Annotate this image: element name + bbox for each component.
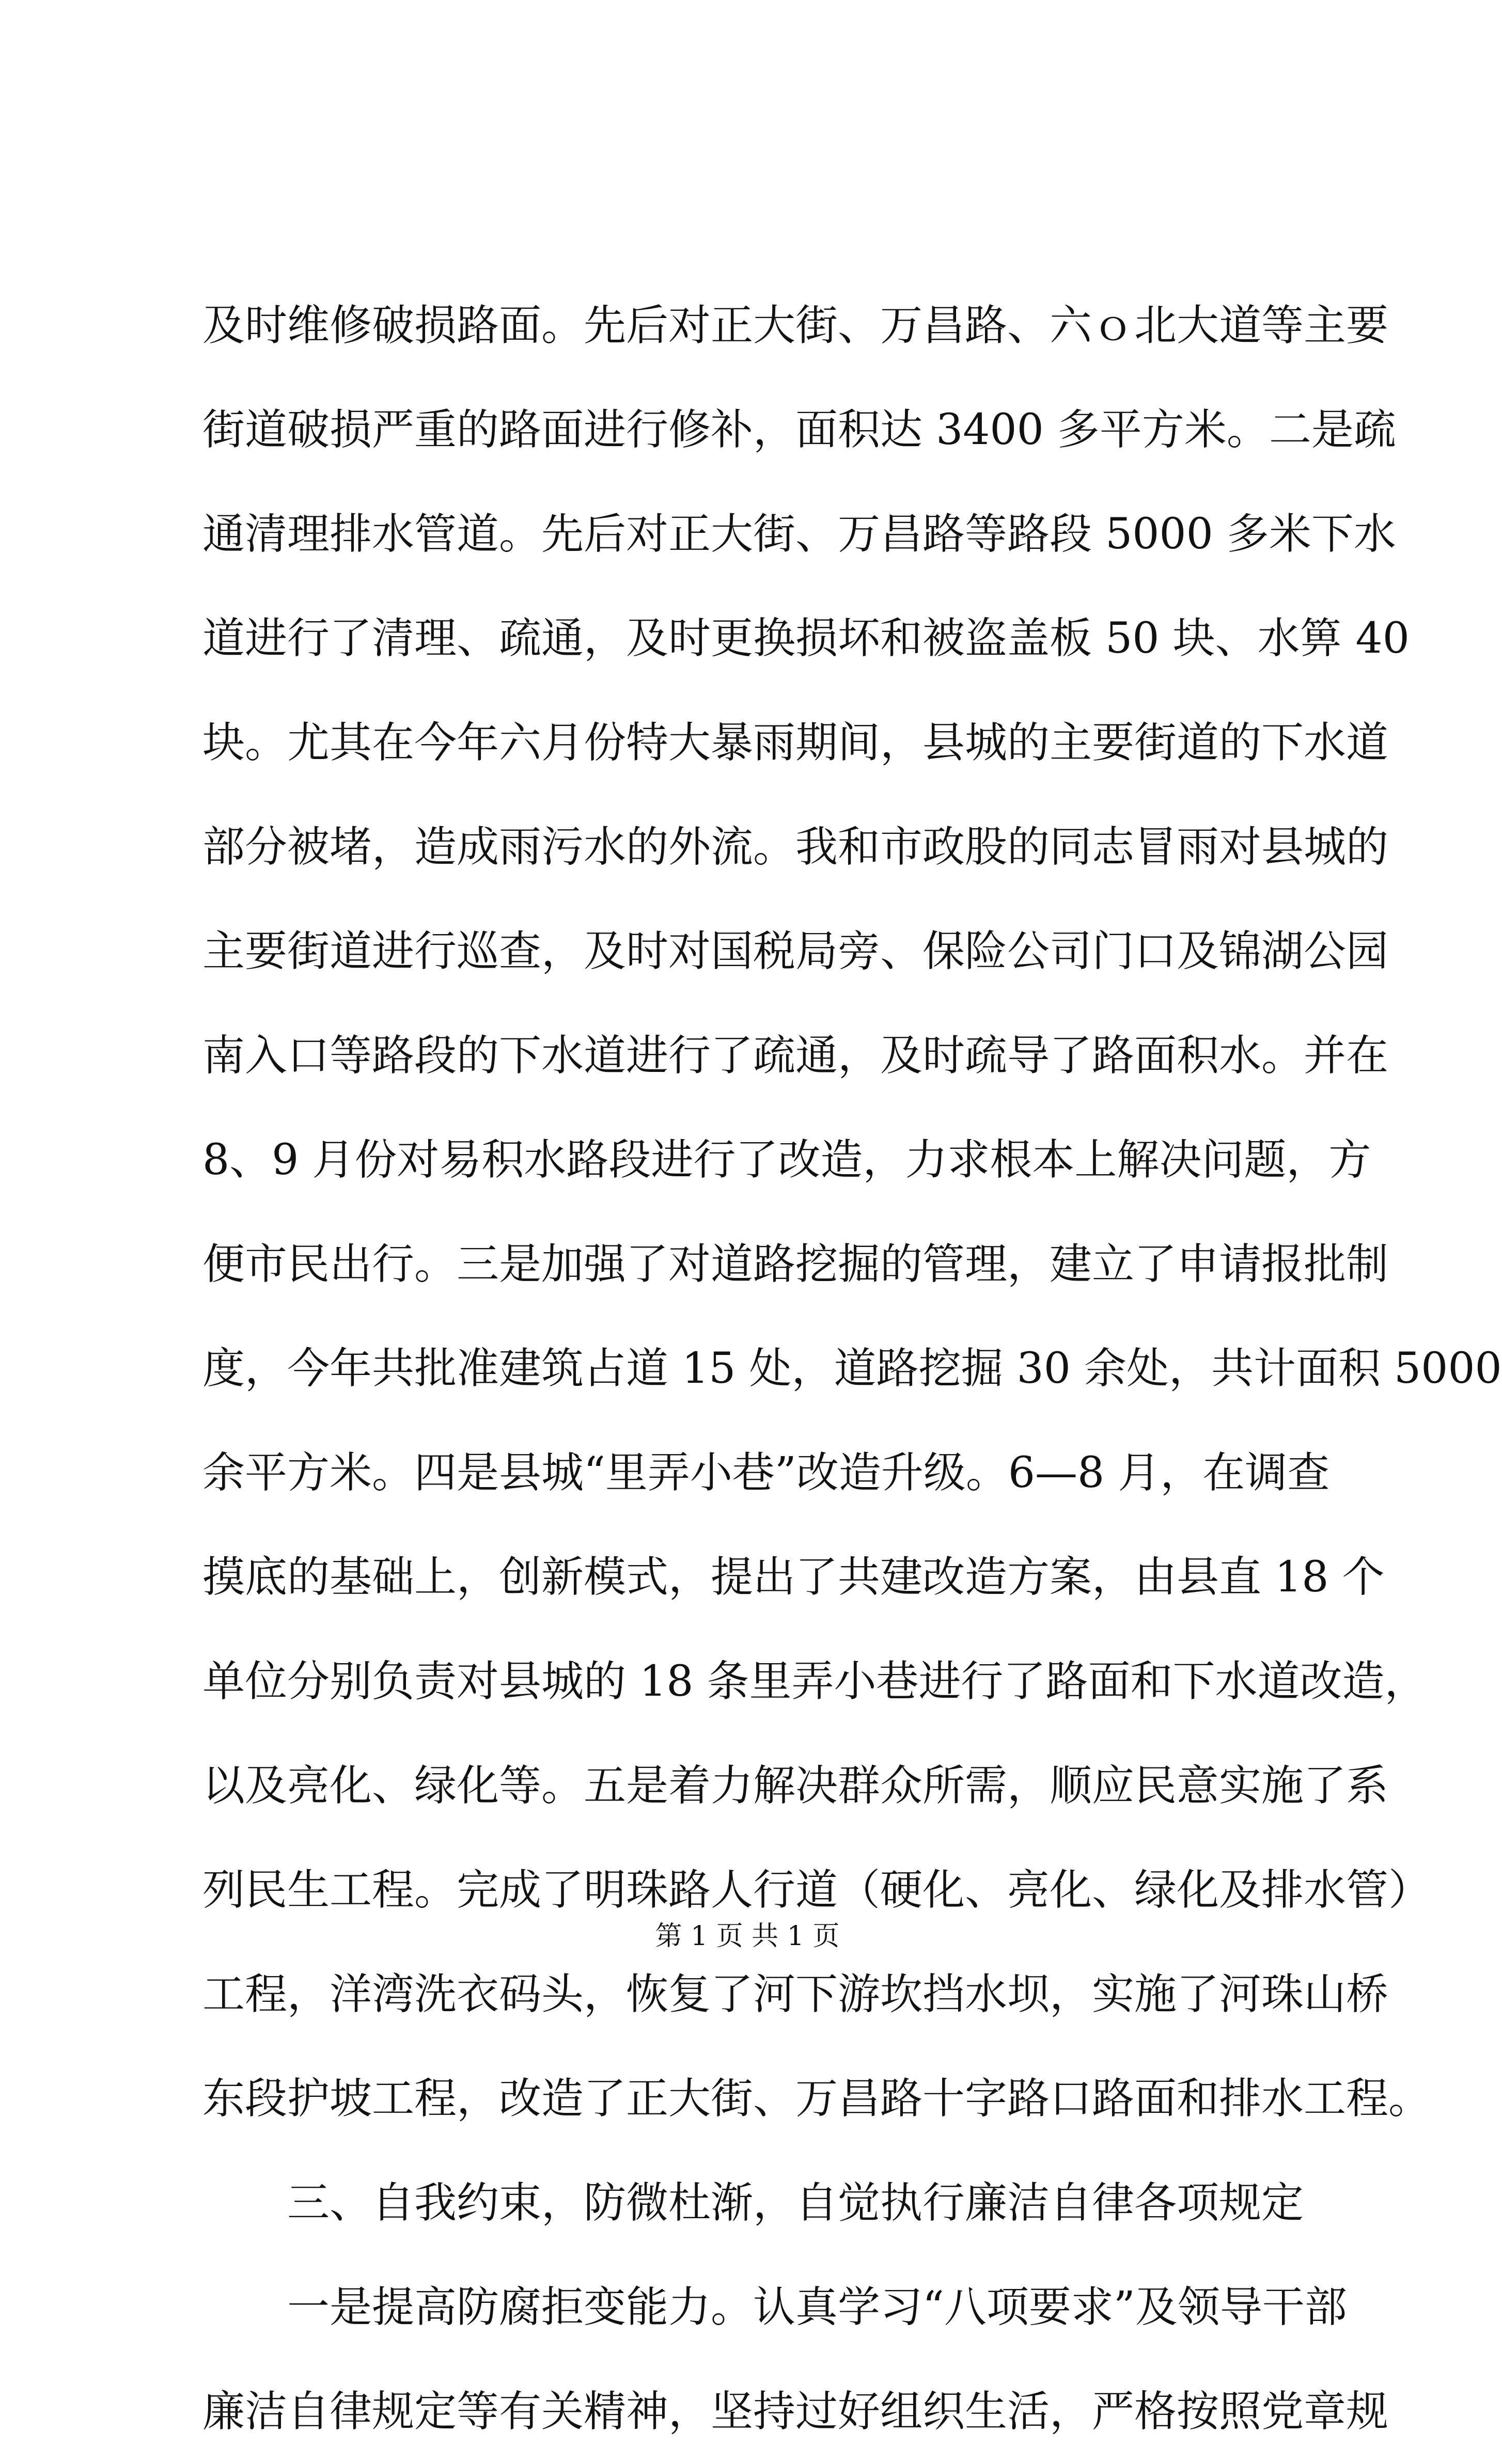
text-line: 部分被堵，造成雨污水的外流。我和市政股的同志冒雨对县城的 bbox=[202, 823, 1389, 872]
text-line: 余平方米。四是县城“里弄小巷”改造升级。6—8 月，在调查 bbox=[202, 1448, 1330, 1497]
text-line: 工程，洋湾洗衣码头，恢复了河下游坎挡水坝，实施了河珠山桥 bbox=[202, 1970, 1389, 2019]
text-line: 列民生工程。完成了明珠路人行道（硬化、亮化、绿化及排水管） bbox=[202, 1866, 1431, 1915]
text-line: 8、9 月份对易积水路段进行了改造，力求根本上解决问题，方 bbox=[202, 1135, 1371, 1184]
page-footer: 第 1 页 共 1 页 bbox=[655, 1921, 840, 1952]
text-line: 主要街道进行巡查，及时对国税局旁、保险公司门口及锦湖公园 bbox=[202, 927, 1389, 976]
text-line: 一是提高防腐拒变能力。认真学习“八项要求”及领导干部 bbox=[287, 2283, 1347, 2332]
text-line: 南入口等路段的下水道进行了疏通，及时疏导了路面积水。并在 bbox=[202, 1031, 1389, 1080]
text-line: 摸底的基础上，创新模式，提出了共建改造方案，由县直 18 个 bbox=[202, 1553, 1385, 1602]
text-line: 便市民出行。三是加强了对道路挖掘的管理，建立了申请报批制 bbox=[202, 1240, 1389, 1289]
text-line: 街道破损严重的路面进行修补，面积达 3400 多平方米。二是疏 bbox=[202, 405, 1396, 454]
text-line: 块。尤其在今年六月份特大暴雨期间，县城的主要街道的下水道 bbox=[202, 718, 1389, 767]
text-line: 道进行了清理、疏通，及时更换损坏和被盗盖板 50 块、水箅 40 bbox=[202, 614, 1410, 663]
document-body bbox=[202, 274, 1502, 2464]
section-heading: 三、自我约束，防微杜渐，自觉执行廉洁自律各项规定 bbox=[287, 2178, 1304, 2228]
text-line: 廉洁自律规定等有关精神，坚持过好组织生活，严格按照党章规 bbox=[202, 2387, 1389, 2436]
text-line: 单位分别负责对县城的 18 条里弄小巷进行了路面和下水道改造， bbox=[202, 1657, 1427, 1706]
text-line: 以及亮化、绿化等。五是着力解决群众所需，顺应民意实施了系 bbox=[202, 1761, 1389, 1810]
text-line: 东段护坡工程，改造了正大街、万昌路十字路口路面和排水工程。 bbox=[202, 2074, 1431, 2123]
text-line: 通清理排水管道。先后对正大街、万昌路等路段 5000 多米下水 bbox=[202, 510, 1396, 559]
text-line: 及时维修破损路面。先后对正大街、万昌路、六ｏ北大道等主要 bbox=[202, 301, 1389, 350]
text-line: 度，今年共批准建筑占道 15 处，道路挖掘 30 余处，共计面积 5000 bbox=[202, 1344, 1502, 1393]
